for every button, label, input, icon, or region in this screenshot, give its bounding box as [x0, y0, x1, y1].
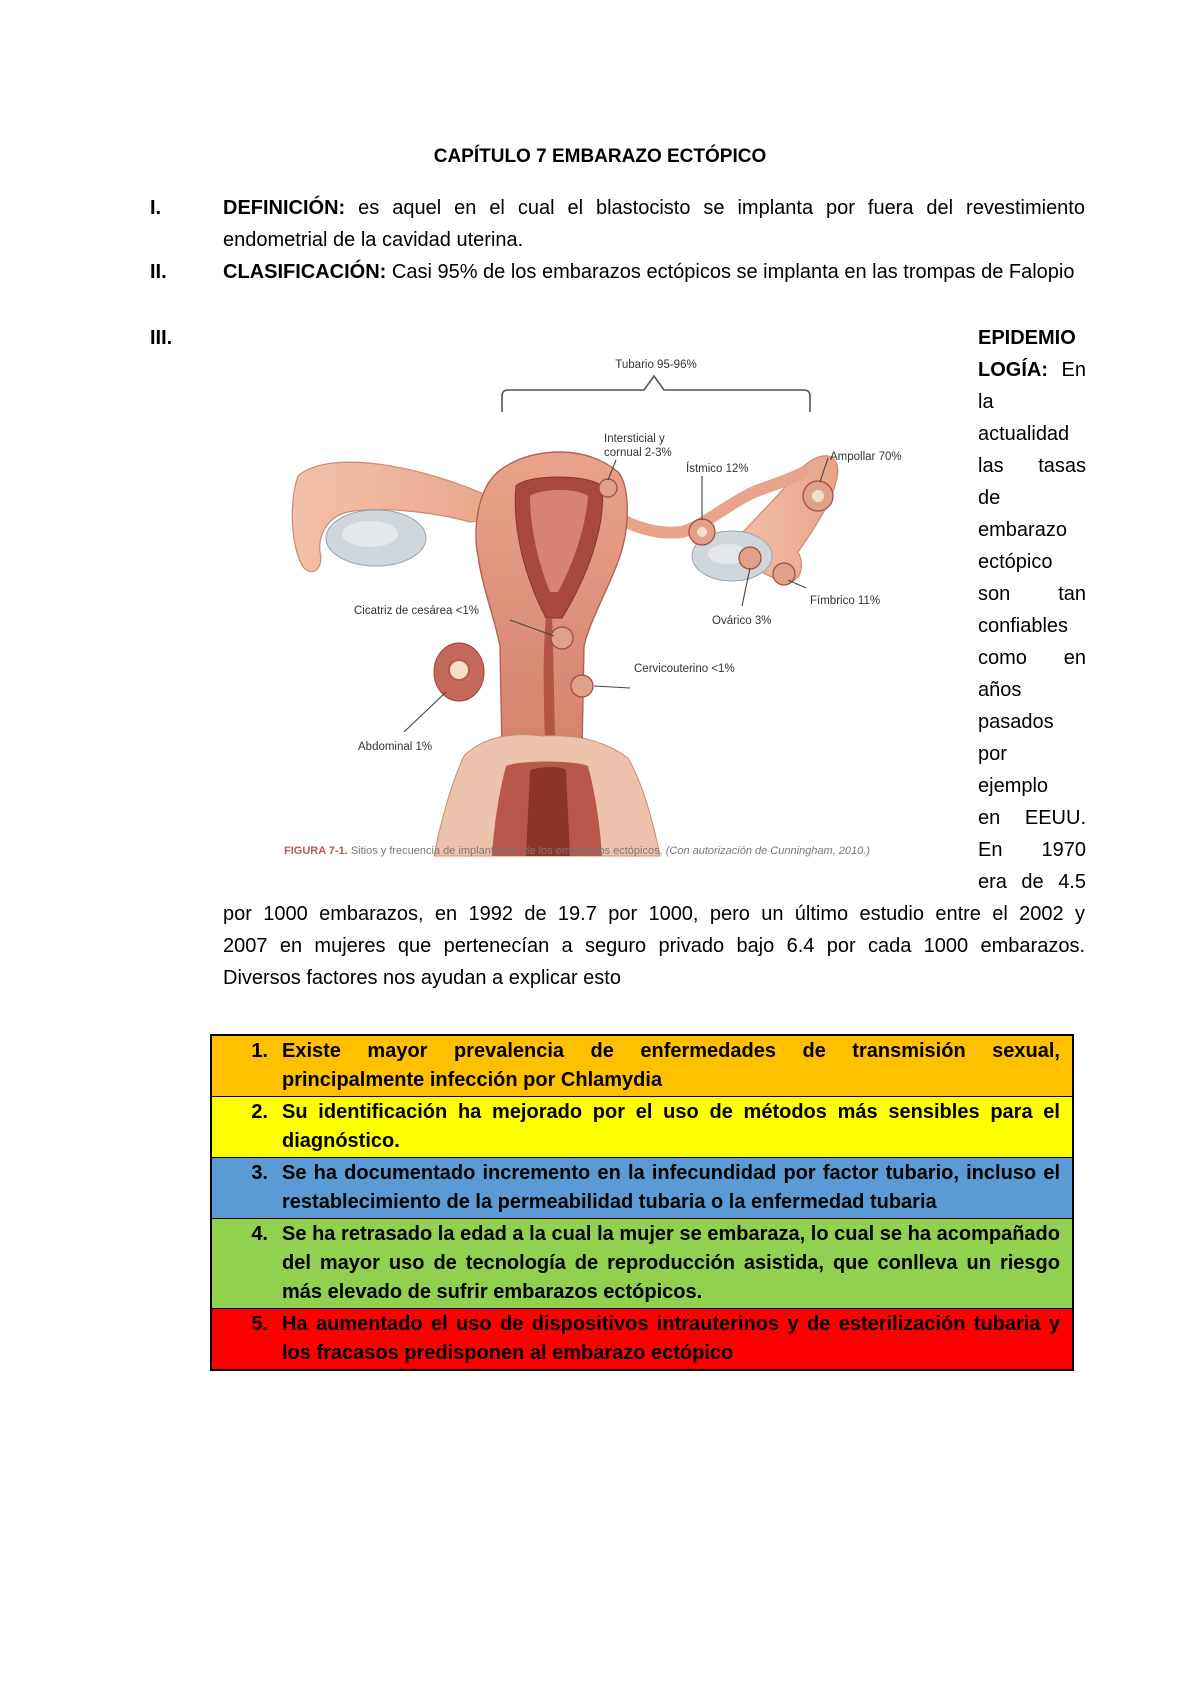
- label-cesarea: Cicatriz de cesárea <1%: [354, 605, 479, 617]
- side-word: años: [978, 679, 1022, 701]
- section-number: II.: [150, 261, 167, 283]
- figure-caption: [284, 845, 870, 857]
- side-line: [978, 770, 1086, 802]
- section-number: III.: [150, 327, 173, 349]
- paragraph-line: por 1000 embarazos, en 1992 de 19.7 por 1000, pero un último estudio entre el 2002 y: [223, 903, 1085, 925]
- side-word: tasas: [1038, 455, 1086, 477]
- side-line: [978, 610, 1086, 642]
- side-line: [978, 674, 1086, 706]
- caption-label: FIGURA 7-1.: [284, 845, 348, 857]
- factor-row: [212, 1308, 1072, 1369]
- side-word: LOGÍA:: [978, 359, 1048, 381]
- side-line: [978, 450, 1086, 482]
- side-word: las: [978, 455, 1004, 477]
- side-word: En: [978, 839, 1003, 861]
- side-word: pasados: [978, 711, 1054, 733]
- side-word: la: [978, 391, 994, 413]
- side-word: EEUU.: [1024, 807, 1086, 829]
- side-line: [978, 354, 1086, 386]
- side-word: confiables: [978, 615, 1069, 637]
- side-word: 1970: [1041, 839, 1086, 861]
- side-line: [978, 866, 1086, 898]
- factor-text: Se ha retrasado la edad a la cual la mujer se embaraza, lo cual se ha acompañado del mayor uso de tecnología de reproducción asistida, que conlleva un riesgo más elevado de sufrir embarazos ectópicos.: [282, 1223, 1060, 1303]
- side-word: ejemplo: [978, 775, 1049, 797]
- section-heading: DEFINICIÓN:: [223, 197, 346, 219]
- factor-number: 3.: [251, 1162, 268, 1184]
- paragraph-line: 2007 en mujeres que pertenecían a seguro privado bajo 6.4 por cada 1000 embarazos.: [223, 935, 1085, 957]
- side-word: de: [1021, 871, 1044, 893]
- side-word: actualidad: [978, 423, 1070, 445]
- side-word: En: [1061, 359, 1086, 381]
- factor-row: [212, 1218, 1072, 1308]
- section-text: Casi 95% de los embarazos ectópicos se implanta en las trompas de Falopio: [386, 261, 1075, 283]
- factor-number: 4.: [251, 1223, 268, 1245]
- side-word: de: [978, 487, 1001, 509]
- caption-credit: (Con autorización de Cunningham, 2010.): [665, 845, 870, 857]
- factor-row: [212, 1157, 1072, 1218]
- label-tubario: Tubario 95-96%: [615, 359, 697, 371]
- ectopic-sites-figure: [284, 356, 950, 866]
- factor-text: Su identificación ha mejorado por el uso de métodos más sensibles para el diagnóstico.: [282, 1101, 1060, 1152]
- side-word: en: [978, 807, 1001, 829]
- factor-number: 2.: [251, 1101, 268, 1123]
- side-word: era: [978, 871, 1007, 893]
- epidemiology-continuation: [223, 898, 1085, 994]
- side-line: [978, 418, 1086, 450]
- side-line: [978, 706, 1086, 738]
- factor-number: 5.: [251, 1313, 268, 1335]
- side-word: como: [978, 647, 1027, 669]
- figure-labels: [354, 359, 902, 753]
- label-cornual: cornual 2-3%: [604, 447, 672, 459]
- side-line: [978, 738, 1086, 770]
- label-ampollar: Ampollar 70%: [830, 451, 902, 463]
- label-intersticial: Intersticial y: [604, 433, 665, 445]
- factor-number: 1.: [251, 1040, 268, 1062]
- label-cervicouterino: Cervicouterino <1%: [634, 663, 735, 675]
- caption-text: Sitios y frecuencia de implantación de los embarazos ectópicos.: [347, 845, 666, 857]
- side-line: [978, 322, 1086, 354]
- side-word: en: [1063, 647, 1086, 669]
- side-line: [978, 482, 1086, 514]
- side-line: [978, 546, 1086, 578]
- factor-text: Se ha documentado incremento en la infecundidad por factor tubario, incluso el restablecimiento de la permeabilidad tubaria o la enfermedad tubaria: [282, 1162, 1060, 1213]
- side-line: [978, 642, 1086, 674]
- epidemiology-side-column: [978, 322, 1086, 898]
- side-line: [978, 834, 1086, 866]
- side-line: [978, 578, 1086, 610]
- section-text: es aquel en el cual el blastocisto se implanta por fuera del revestimiento endometrial de la cavidad uterina.: [223, 197, 1085, 251]
- page-title: CAPÍTULO 7 EMBARAZO ECTÓPICO: [433, 146, 767, 167]
- side-word: ectópico: [978, 551, 1053, 573]
- section-clasificacion: [150, 256, 1085, 288]
- factor-row: [212, 1036, 1072, 1096]
- paragraph-line: Diversos factores nos ayudan a explicar esto: [223, 967, 621, 989]
- side-line: [978, 514, 1086, 546]
- section-heading: CLASIFICACIÓN:: [223, 261, 387, 283]
- side-word: son: [978, 583, 1011, 605]
- uterus-illustration: [292, 452, 837, 856]
- side-word: 4.5: [1058, 871, 1086, 893]
- section-definicion: [150, 192, 1085, 256]
- factor-row: [212, 1096, 1072, 1157]
- side-line: [978, 802, 1086, 834]
- label-fimbrico: Fímbrico 11%: [810, 595, 881, 607]
- label-abdominal: Abdominal 1%: [358, 741, 433, 753]
- factor-text: Existe mayor prevalencia de enfermedades de transmisión sexual, principalmente infección por Chlamydia: [282, 1040, 1060, 1091]
- side-word: por: [978, 743, 1007, 765]
- label-istmico: Ístmico 12%: [686, 463, 749, 475]
- tubario-bracket: [502, 376, 810, 412]
- side-word: embarazo: [978, 519, 1067, 541]
- label-ovarico: Ovárico 3%: [712, 615, 772, 627]
- factors-table: [210, 1034, 1074, 1371]
- factor-text: Ha aumentado el uso de dispositivos intrauterinos y de esterilización tubaria y los fracasos predisponen al embarazo ectópico: [282, 1313, 1060, 1364]
- side-word: EPIDEMIO: [978, 327, 1076, 349]
- side-line: [978, 386, 1086, 418]
- side-word: tan: [1058, 583, 1086, 605]
- section-number: I.: [150, 197, 162, 219]
